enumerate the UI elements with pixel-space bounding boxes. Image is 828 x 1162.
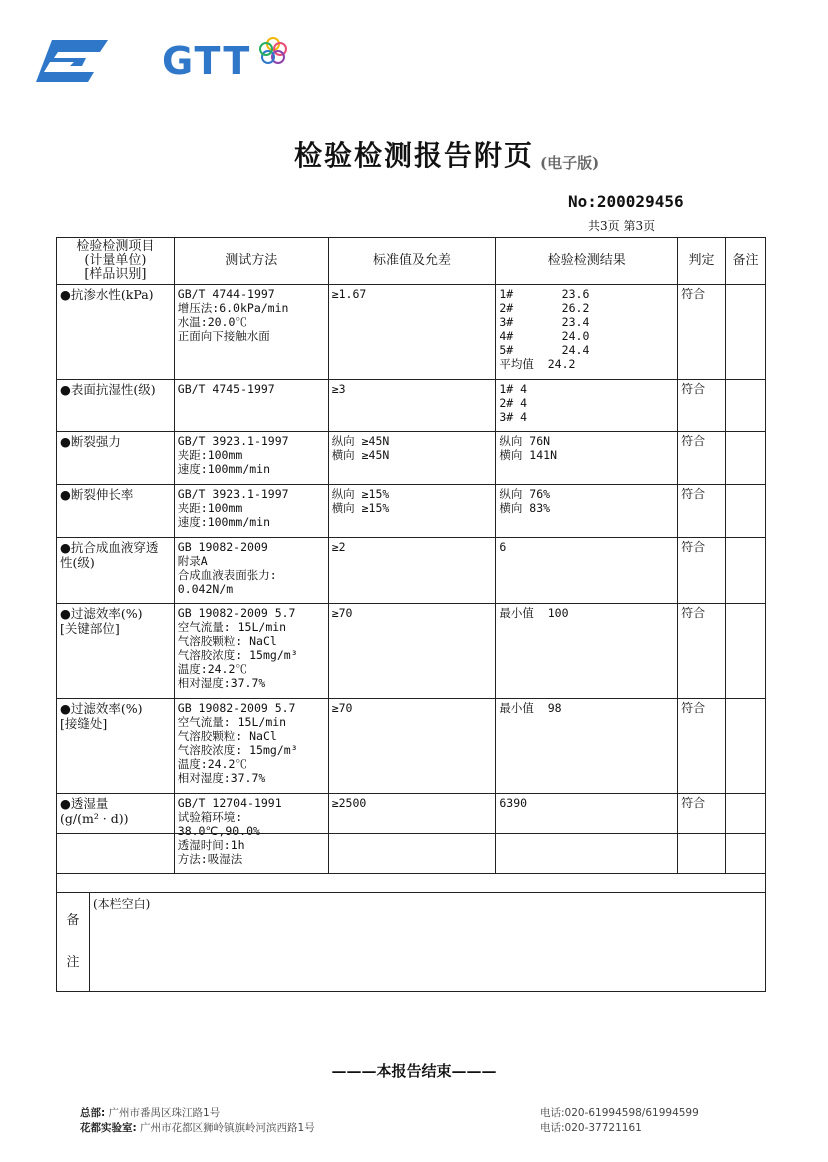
- cell-result: 最小值 98: [496, 699, 678, 794]
- report-end-text: ———本报告结束———: [331, 1062, 497, 1080]
- table-row: [57, 604, 766, 699]
- cell-standard: ≥1.67: [328, 285, 496, 380]
- page-subtitle: (电子版): [540, 154, 600, 172]
- cell-method: GB 19082-2009 5.7 空气流量: 15L/min 气溶胶颗粒: NaCl 气溶胶浓度: 15mg/m³ 温度:24.2℃ 相对湿度:37.7%: [174, 604, 328, 699]
- cell-result: 纵向 76N 横向 141N: [496, 432, 678, 485]
- header-note: 备注: [726, 238, 766, 285]
- table-row: [57, 432, 766, 485]
- cell-judge: 符合: [678, 485, 726, 538]
- blank-cell: [57, 834, 766, 893]
- table-row: [57, 380, 766, 432]
- cell-judge: 符合: [678, 538, 726, 604]
- cell-note: [726, 699, 766, 794]
- cell-note: [726, 380, 766, 432]
- table-row: [57, 485, 766, 538]
- cell-judge: 符合: [678, 604, 726, 699]
- cell-note: [726, 432, 766, 485]
- cell-item: ●透湿量 (g/(m² · d)): [57, 794, 175, 874]
- cell-note: [726, 538, 766, 604]
- cell-standard: 纵向 ≥45N 横向 ≥45N: [328, 432, 496, 485]
- header-judge: 判定: [678, 238, 726, 285]
- cell-method: GB/T 12704-1991 试验箱环境: 38.0℃,90.0% 透湿时间:1h 方法:吸湿法: [174, 794, 328, 874]
- header-item: 检验检测项目 (计量单位) [样品识别]: [57, 238, 175, 285]
- cell-method: GB/T 3923.1-1997 夹距:100mm 速度:100mm/min: [174, 485, 328, 538]
- cell-result: 1# 23.6 2# 26.2 3# 23.4 4# 24.0 5# 24.4 平均值 24.2: [496, 285, 678, 380]
- cell-standard: ≥2: [328, 538, 496, 604]
- cell-note: [726, 604, 766, 699]
- results-table: [56, 237, 766, 874]
- logo-text: GTT: [162, 39, 252, 83]
- cell-item: ●表面抗湿性(级): [57, 380, 175, 432]
- cell-result: 6: [496, 538, 678, 604]
- logo-flower-icon: [258, 36, 288, 66]
- footer-addresses: 总部: 广州市番禺区珠江路1号 花都实验室: 广州市花都区狮岭镇旗岭河滨西路1号: [80, 1107, 315, 1134]
- remark-label: 备 注: [57, 893, 90, 992]
- remark-table: [56, 833, 766, 992]
- cell-item: ●断裂强力: [57, 432, 175, 485]
- company-logo: [36, 36, 286, 86]
- cell-result: 6390: [496, 794, 678, 874]
- cell-result: 1# 4 2# 4 3# 4: [496, 380, 678, 432]
- cell-item: ●过滤效率(%) [接缝处]: [57, 699, 175, 794]
- page-title: 检验检测报告附页: [293, 139, 534, 172]
- cell-result: 最小值 100: [496, 604, 678, 699]
- table-row: [57, 699, 766, 794]
- cell-judge: 符合: [678, 380, 726, 432]
- cell-note: [726, 485, 766, 538]
- cell-item: ●抗渗水性(kPa): [57, 285, 175, 380]
- footer-phones: 电话:020-61994598/61994599 电话:020-37721161: [540, 1107, 699, 1134]
- table-row: [57, 538, 766, 604]
- header-method: 测试方法: [174, 238, 328, 285]
- cell-method: GB 19082-2009 附录A 合成血液表面张力: 0.042N/m: [174, 538, 328, 604]
- cell-judge: 符合: [678, 432, 726, 485]
- cell-judge: 符合: [678, 285, 726, 380]
- remark-row: [57, 893, 766, 992]
- cell-judge: 符合: [678, 699, 726, 794]
- cell-item: ●过滤效率(%) [关键部位]: [57, 604, 175, 699]
- cell-method: GB/T 4745-1997: [174, 380, 328, 432]
- cell-standard: ≥70: [328, 604, 496, 699]
- cell-item: ●抗合成血液穿透 性(级): [57, 538, 175, 604]
- cell-note: [726, 285, 766, 380]
- logo-mark-icon: [36, 38, 108, 84]
- table-row: [57, 285, 766, 380]
- cell-method: GB/T 4744-1997 增压法:6.0kPa/min 水温:20.0℃ 正面向下接触水面: [174, 285, 328, 380]
- cell-standard: ≥3: [328, 380, 496, 432]
- header-standard: 标准值及允差: [328, 238, 496, 285]
- cell-method: GB/T 3923.1-1997 夹距:100mm 速度:100mm/min: [174, 432, 328, 485]
- table-body: [57, 285, 766, 874]
- cell-item: ●断裂伸长率: [57, 485, 175, 538]
- cell-standard: 纵向 ≥15% 横向 ≥15%: [328, 485, 496, 538]
- cell-standard: ≥2500: [328, 794, 496, 874]
- remark-text: (本栏空白): [90, 893, 766, 992]
- page-info: 共3页 第3页: [588, 219, 656, 233]
- blank-row: [57, 834, 766, 893]
- header-result: 检验检测结果: [496, 238, 678, 285]
- cell-judge: 符合: [678, 794, 726, 874]
- report-number: No:200029456: [568, 192, 684, 211]
- cell-result: 纵向 76% 横向 83%: [496, 485, 678, 538]
- cell-standard: ≥70: [328, 699, 496, 794]
- cell-method: GB 19082-2009 5.7 空气流量: 15L/min 气溶胶颗粒: NaCl 气溶胶浓度: 15mg/m³ 温度:24.2℃ 相对湿度:37.7%: [174, 699, 328, 794]
- table-header-row: [57, 238, 766, 285]
